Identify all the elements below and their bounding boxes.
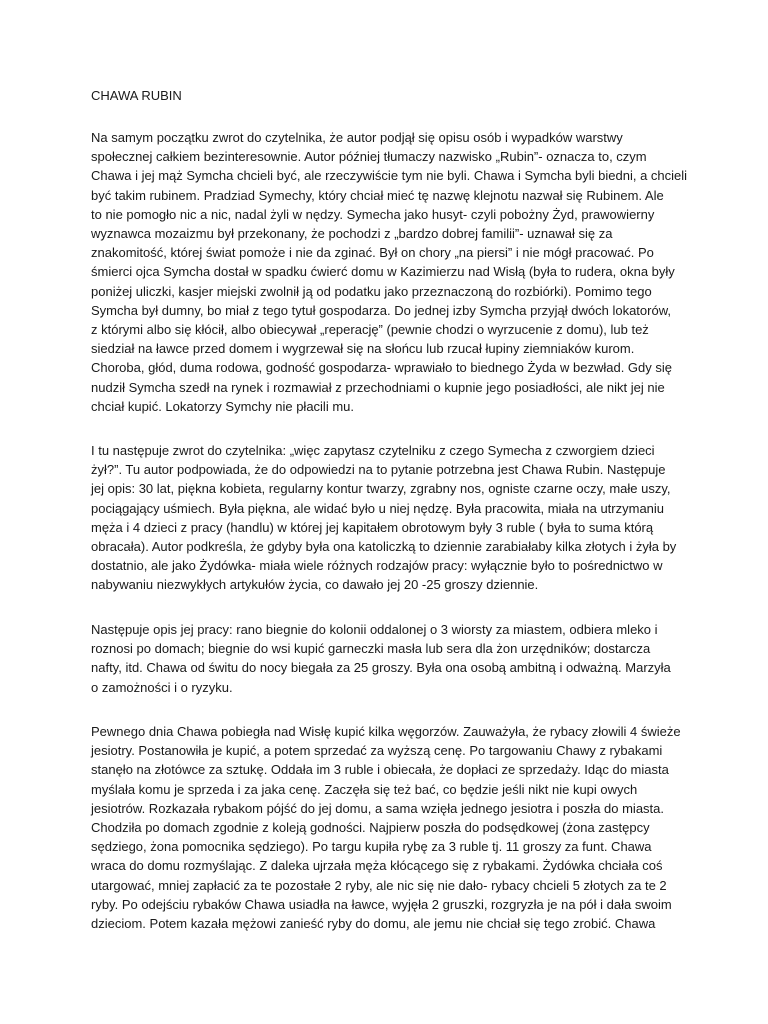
text-line: Symcha był dumny, bo miał z tego tytuł gospodarza. Do jednej izby Symcha przyjął dwóch lokatorów, [91,302,671,318]
text-line: jesiotrów. Rozkazała rybakom pójść do jej domu, a sama wzięła jednego jesiotra i poszła do miasta. [91,800,665,816]
text-line: siedział na ławce przed domem i wygrzewał się na słońcu lub rzucał łupiny ziemniaków kurom. [91,341,635,357]
text-line: obracała). Autor podkreśla, że gdyby była ona katoliczką to dziennie zarabiałaby kilka złotych i żyła by [91,539,677,555]
text-line: to nie pomogło nic a nic, nadal żyli w nędzy. Symecha jako husyt- czyli pobożny Żyd, prawowierny [91,206,655,222]
text-line: społecznej całkiem bezinteresownie. Autor później tłumaczy nazwisko „Rubin”- oznacza to, czym [91,149,647,165]
text-line: nudził Symcha szedł na rynek i rozmawiał z przechodniami o kupnie jego posiadłości, ale nikt jej nie [91,379,665,395]
text-line: Pewnego dnia Chawa pobiegła nad Wisłę kupić kilka węgorzów. Zauważyła, że rybacy złowili 4 świeże [91,724,681,739]
paragraph-3 [91,620,673,697]
text-line: z którymi albo się kłócił, albo obiecywał „reperację” (pewnie chodzi o wyrzucenie z domu), lub też [91,322,649,338]
text-line: roznosi po domach; biegnie do wsi kupić garneczki masła lub sera dla żon urzędników; dostarcza [91,641,651,657]
text-line: śmierci ojca Symcha dostał w spadku ćwierć domu w Kazimierzu nad Wisłą (była to rudera, okna były [91,264,675,280]
text-line: Następuje opis jej pracy: rano biegnie do kolonii oddalonej o 3 wiorsty za miastem, odbiera mleko i [91,622,658,637]
text-line: żył?”. Tu autor podpowiada, że do odpowiedzi na to pytanie potrzebna jest Chawa Rubin. Następuje [91,462,666,478]
text-line: wyznawca mozaizmu był przekonany, że pochodzi z „bardzo dobrej familii”- uznawał się za [91,226,613,242]
text-line: chciał kupić. Lokatorzy Symchy nie płacili mu. [91,398,354,414]
text-line: sędziego, żona pomocnika sędziego). Po targu kupiła rybę za 3 ruble tj. 11 groszy za funt. Chawa [91,839,652,855]
text-line: wraca do domu rozmyślając. Z daleka ujrzała męża kłócącego się z rybakami. Żydówka chciała coś [91,858,663,874]
text-line: jej opis: 30 lat, piękna kobieta, regularny kontur twarzy, zgrabny nos, ogniste czarne oczy, małe uszy, [91,481,671,497]
text-line: być takim rubinem. Pradziad Symechy, który chciał mieć tę nazwę klejnotu nazwał się Rubinem. Ale [91,187,664,203]
text-line: myślała komu je sprzeda i za jaka cenę. Zaczęła się też bać, co będzie jeśli nikt nie kupi owych [91,781,638,797]
text-line: męża i 4 dzieci z pracy (handlu) w której jej kapitałem obrotowym były 3 ruble ( była to suma którą [91,519,654,535]
text-line: Chodziła po domach zgodnie z koleją godności. Najpierw poszła do podsędkowej (żona zastępcy [91,820,650,836]
text-line: Chawa i jej mąż Symcha chcieli być, ale rzeczywiście tym nie byli. Chawa i Symcha byli biedni, a chcieli [91,168,688,184]
text-line: znakomitość, której świat pomoże i nie da zginać. Był on chory „na piersi” i nie mógł pracować. Po [91,245,654,261]
text-line: poniżej uliczki, kasjer miejski zwolnił ją od podatku jako przeznaczoną do rozbiórki). Pomimo tego [91,283,652,299]
document-title: CHAWA RUBIN [91,88,182,103]
text-line: nabywaniu niezwykłych artykułów życia, co dawało jej 20 -25 groszy dziennie. [91,577,539,593]
text-line: stanęło na złotówce za sztukę. Oddała im 3 ruble i obiecała, że dopłaci ze sprzedaży. Idąc do miasta [91,762,669,778]
paragraph-1 [91,128,688,416]
text-line: nafty, itd. Chawa od świtu do nocy biegała za 25 groszy. Była ona osobą ambitną i odważną. Marzyła [91,660,671,676]
text-line: jesiotry. Postanowiła je kupić, a potem sprzedać za wyższą cenę. Po targowaniu Chawy z rybakami [91,743,663,759]
text-line: utargować, mniej zapłacić za te pozostałe 2 ryby, ale nic się nie dało- rybacy chcieli 5 złotych za te 2 [91,877,667,893]
text-line: ryby. Po odejściu rybaków Chawa usiadła na ławce, wyjęła 2 gruszki, rozgryzła je na pół i dała swoim [91,896,672,912]
text-line: pociągający uśmiech. Była piękna, ale widać było u niej nędzę. Była pracowita, miała na utrzymaniu [91,500,665,516]
text-line: Na samym początku zwrot do czytelnika, że autor podjął się opisu osób i wypadków warstwy [91,130,623,145]
text-line: Choroba, głód, duma rodowa, godność gospodarza- wprawiało to biednego Żyda w bezwład. Gdy się [91,360,673,376]
text-line: dzieciom. Potem kazała mężowi zanieść ryby do domu, ale jemu nie chciał się tego zrobić. Chawa [91,916,656,932]
paragraph-2 [91,441,677,595]
text-line: dostatnio, ale jako Żydówka- miała wiele różnych rodzajów pracy: wyłącznie było to pośrednictwo w [91,558,663,574]
text-line: o zamożności i o ryzyku. [91,679,233,695]
text-line: I tu następuje zwrot do czytelnika: „więc zapytasz czytelniku z czego Symecha z czworgiem dzieci [91,443,655,458]
paragraph-4 [91,722,681,933]
